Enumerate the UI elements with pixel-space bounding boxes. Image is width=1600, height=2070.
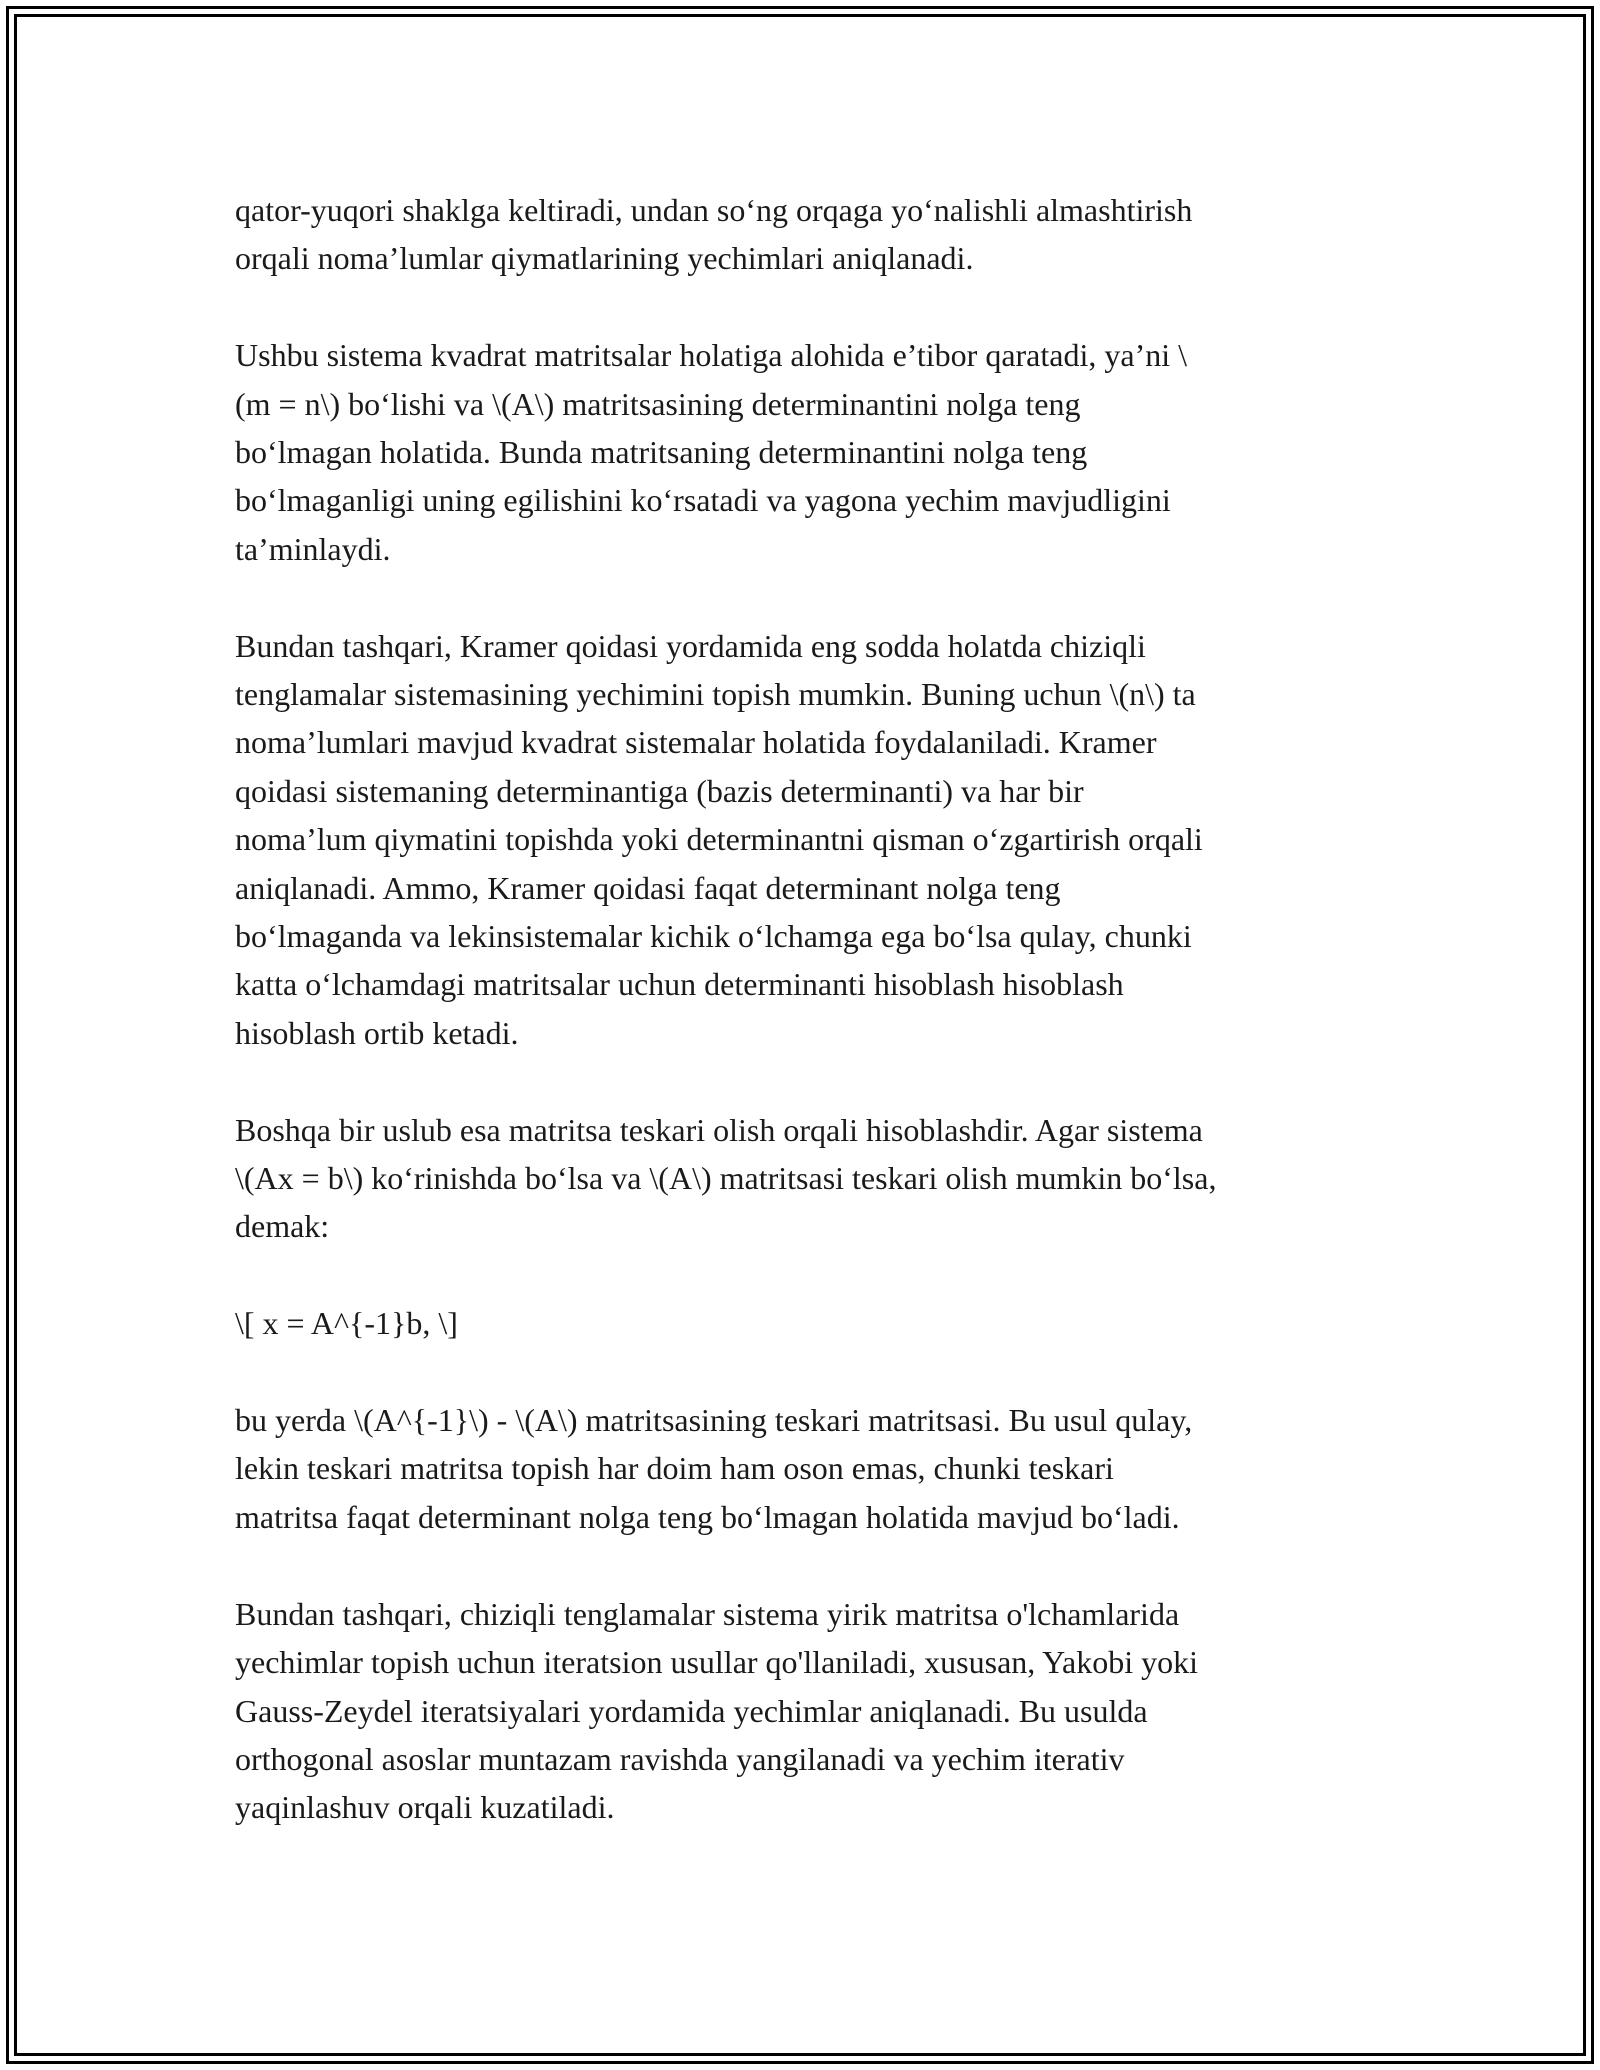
formula-inverse: \[ x = A^{-1}b, \] <box>235 1305 458 1342</box>
paragraph-square-matrix: Ushbu sistema kvadrat matritsalar holatiga alohida e’tibor qaratadi, ya’ni \ (m = n\) bo‘lishi va \(A\) matritsasining determinantini nolga teng bo‘lmagan holatida. Bunda matritsaning determinantini nolga teng bo‘lmaganligi uning egilishini ko‘rsatadi va yagona yechim mavjudligini ta’minlaydi. <box>235 337 1187 567</box>
paragraph-iterative-methods: Bundan tashqari, chiziqli tenglamalar sistema yirik matritsa o'lchamlarida yechimlar topish uchun iteratsion usullar qo'llaniladi, xususan, Yakobi yoki Gauss-Zeydel iteratsiyalari yordamida yechimlar aniqlanadi. Bu usulda orthogonal asoslar muntazam ravishda yangilanadi va yechim iterativ yaqinlashuv orqali kuzatiladi. <box>235 1595 1198 1826</box>
document-body <box>235 186 1370 1880</box>
paragraph-gauss-continuation: qator-yuqori shaklga keltiradi, undan so‘ng orqaga yo‘nalishli almashtirish orqali noma’lumlar qiymatlarining yechimlari aniqlanadi. <box>235 192 1193 277</box>
paragraph-inverse-matrix: Boshqa bir uslub esa matritsa teskari olish orqali hisoblashdir. Agar sistema \(Ax = b\) ko‘rinishda bo‘lsa va \(A\) matritsasi teskari olish mumkin bo‘lsa, demak: <box>235 1111 1217 1245</box>
paragraph-inverse-note: bu yerda \(A^{-1}\) - \(A\) matritsasining teskari matritsasi. Bu usul qulay, lekin teskari matritsa topish har doim ham oson emas, chunki teskari matritsa faqat determinant nolga teng bo‘lmagan holatida mavjud bo‘ladi. <box>235 1402 1193 1535</box>
paragraph-cramer-rule: Bundan tashqari, Kramer qoidasi yordamida eng sodda holatda chiziqli tenglamalar sistemasining yechimini topish mumkin. Buning uchun \(n\) ta noma’lumlari mavjud kvadrat sistemalar holatida foydalaniladi. Kramer qoidasi sistemaning determinantiga (bazis determinanti) va har bir noma’lum qiymatini topishda yoki determinantni qisman o‘zgartirish orqali aniqlanadi. Ammo, Kramer qoidasi faqat determinant nolga teng bo‘lmaganda va lekinsistemalar kichik o‘lchamga ega bo‘lsa qulay, chunki katta o‘lchamdagi matritsalar uchun determinanti hisoblash hisoblash hisoblash ortib ketadi. <box>235 627 1203 1051</box>
